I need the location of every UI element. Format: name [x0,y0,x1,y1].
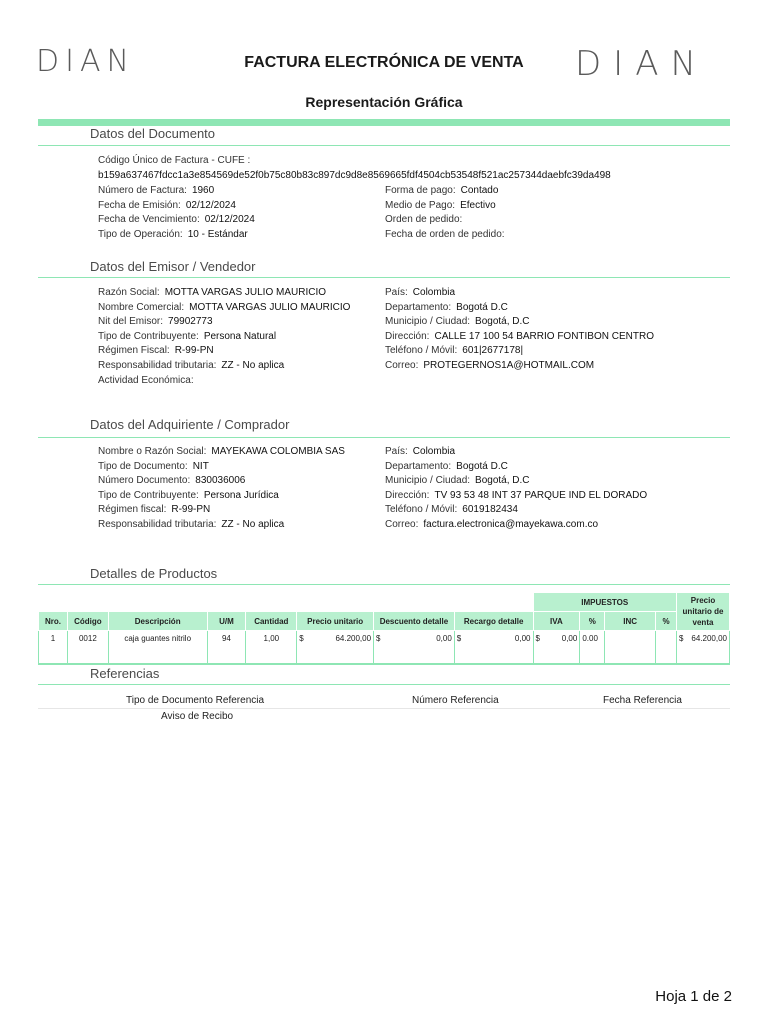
page-indicator: Hoja 1 de 2 [655,988,732,1005]
field-label: Tipo de Documento: [98,460,188,472]
table-row [39,631,730,646]
col-um: U/M [207,612,246,631]
col-codigo: Código [67,612,108,631]
field-label: País: [385,287,408,298]
section-divider [38,584,730,585]
field-value: Persona Jurídica [203,489,279,501]
dian-logo-left: DIAN [36,44,135,79]
field-value: MOTTA VARGAS JULIO MAURICIO [164,287,327,298]
field-value: Bogotá D.C [456,460,508,472]
field-row [98,287,326,298]
section-divider [38,684,730,685]
cell-iva: $ 0,00 [533,631,580,646]
field-value: factura.electronica@mayekawa.com.co [423,519,599,530]
field-value: 02/12/2024 [204,214,255,226]
field-value: R-99-PN [171,504,211,516]
field-label: Fecha de Vencimiento: [98,214,200,226]
cell-um: 94 [207,631,246,646]
cell-precio-venta: $ 64.200,00 [676,631,729,646]
field-row [98,519,284,530]
field-value: ZZ - No aplica [221,519,285,530]
precio-venta-header: Precio unitario de venta [676,593,729,631]
section-heading-productos: Detalles de Productos [90,566,218,581]
field-row [385,200,496,211]
field-row [98,345,214,356]
field-row [385,316,530,327]
field-label: Régimen Fiscal: [98,345,170,357]
field-row [98,302,350,313]
field-value: 1960 [191,185,215,196]
field-value: 6019182434 [462,504,518,516]
field-row [98,316,213,327]
field-value: CALLE 17 100 54 BARRIO FONTIBON CENTRO [434,330,654,342]
field-row [385,519,598,530]
field-row [385,287,455,298]
field-label: Fecha de orden de pedido: [385,228,505,240]
field-row [98,229,248,240]
field-value: NIT [192,460,209,472]
field-row [98,185,214,196]
section-divider [38,437,730,438]
header-divider [38,119,730,126]
impuestos-group-header: IMPUESTOS [533,593,676,612]
cell-iva-pct: 0.00 [580,631,605,646]
products-table [38,592,730,665]
field-label: Nombre o Razón Social: [98,446,207,457]
field-row [385,345,523,356]
field-value: 10 - Estándar [187,228,248,240]
cell-descripcion: caja guantes nitrilo [108,631,207,646]
field-label: Nombre Comercial: [98,301,185,313]
cell-descuento: $ 0,00 [374,631,455,646]
ref-divider [38,708,730,709]
field-row [385,360,594,371]
field-row [98,490,279,501]
field-value: 79902773 [168,316,213,328]
field-row [385,229,510,240]
field-value: Bogotá D.C [456,301,508,313]
col-descuento: Descuento detalle [374,612,455,631]
field-value: ZZ - No aplica [221,360,285,371]
col-nro: Nro. [39,612,68,631]
col-precio-unitario: Precio unitario [297,612,374,631]
section-heading-adquiriente: Datos del Adquiriente / Comprador [90,417,290,432]
field-label: Tipo de Contribuyente: [98,489,199,501]
field-row [98,461,209,472]
field-row [98,475,245,486]
field-label: Departamento: [385,460,452,472]
cell-inc-pct [656,631,677,646]
field-value: Colombia [412,446,456,457]
section-heading-emisor: Datos del Emisor / Vendedor [90,259,256,274]
field-row [98,331,276,342]
field-row [385,504,518,515]
cell-inc [605,631,656,646]
field-label: Departamento: [385,301,452,313]
cell-precio-unitario: $ 64.200,00 [297,631,374,646]
field-row [385,490,647,501]
ref-row-tipo: Aviso de Recibo [161,711,234,722]
field-value: Bogotá, D.C [475,475,530,487]
field-row [98,360,284,371]
cell-recargo: $ 0,00 [454,631,533,646]
field-value: Contado [460,185,499,196]
field-value: 02/12/2024 [185,199,236,211]
field-row [385,185,498,196]
section-heading-referencias: Referencias [90,666,160,681]
field-row [98,446,345,457]
field-value: MOTTA VARGAS JULIO MAURICIO [189,301,351,313]
document-title: FACTURA ELECTRÓNICA DE VENTA [244,54,524,71]
col-iva-pct: % [580,612,605,631]
field-label: Fecha de Emisión: [98,199,181,211]
field-label: Municipio / Ciudad: [385,475,471,487]
field-row [385,302,508,313]
col-inc: INC [605,612,656,631]
field-label: Teléfono / Móvil: [385,504,458,516]
field-label: Dirección: [385,489,430,501]
field-label: Correo: [385,360,419,371]
field-label: Número Documento: [98,475,191,487]
ref-col-tipo: Tipo de Documento Referencia [126,695,265,706]
field-label: Municipio / Ciudad: [385,316,471,328]
field-row [385,331,654,342]
field-label: Actividad Económica: [98,374,194,386]
field-label: Teléfono / Móvil: [385,345,458,357]
field-row [385,475,530,486]
field-label: Nit del Emisor: [98,316,164,328]
field-value: PROTEGERNOS1A@HOTMAIL.COM [423,360,595,371]
field-label: Forma de pago: [385,185,456,196]
cell-codigo: 0012 [67,631,108,646]
cell-cantidad: 1,00 [246,631,297,646]
field-label: Dirección: [385,330,430,342]
field-label: Número de Factura: [98,185,187,196]
field-row [385,446,455,457]
field-value: Bogotá, D.C [475,316,530,328]
field-value: 830036006 [195,475,246,487]
field-label: Responsabilidad tributaria: [98,360,217,371]
field-value: Colombia [412,287,456,298]
field-label: Correo: [385,519,419,530]
field-label: Orden de pedido: [385,214,463,226]
field-value: MAYEKAWA COLOMBIA SAS [211,446,345,457]
field-value: 601|2677178| [462,345,524,357]
col-recargo: Recargo detalle [454,612,533,631]
field-label: Tipo de Contribuyente: [98,330,199,342]
dian-logo-right: DIAN [575,44,708,84]
field-value: R-99-PN [174,345,214,357]
field-value: Efectivo [460,199,496,211]
field-label: Razón Social: [98,287,160,298]
document-subtitle: Representación Gráfica [305,94,463,110]
cell-nro: 1 [39,631,68,646]
field-row [385,461,508,472]
section-divider [38,277,730,278]
field-row [98,200,236,211]
cufe-value: b159a637467fdcc1a3e854569de52f0b75c80b83c897dc9d8e8569665fdf4504cb53548f521ac257344daebfc39da498 [98,170,611,181]
field-row [98,375,199,386]
col-descripcion: Descripción [108,612,207,631]
field-value: TV 93 53 48 INT 37 PARQUE IND EL DORADO [434,489,648,501]
field-row [98,504,210,515]
ref-col-numero: Número Referencia [412,695,499,706]
cufe-label: Código Único de Factura - CUFE : [98,155,251,166]
col-iva: IVA [533,612,580,631]
field-row [98,214,255,225]
section-divider [38,145,730,146]
col-inc-pct: % [656,612,677,631]
field-label: Tipo de Operación: [98,228,183,240]
col-cantidad: Cantidad [246,612,297,631]
field-label: Medio de Pago: [385,199,456,211]
table-filler-row [39,645,730,664]
field-value: Persona Natural [203,330,277,342]
section-heading-documento: Datos del Documento [90,126,216,141]
field-label: Régimen fiscal: [98,504,167,516]
ref-col-fecha: Fecha Referencia [603,695,682,706]
field-label: País: [385,446,408,457]
field-row [385,214,467,225]
field-label: Responsabilidad tributaria: [98,519,217,530]
